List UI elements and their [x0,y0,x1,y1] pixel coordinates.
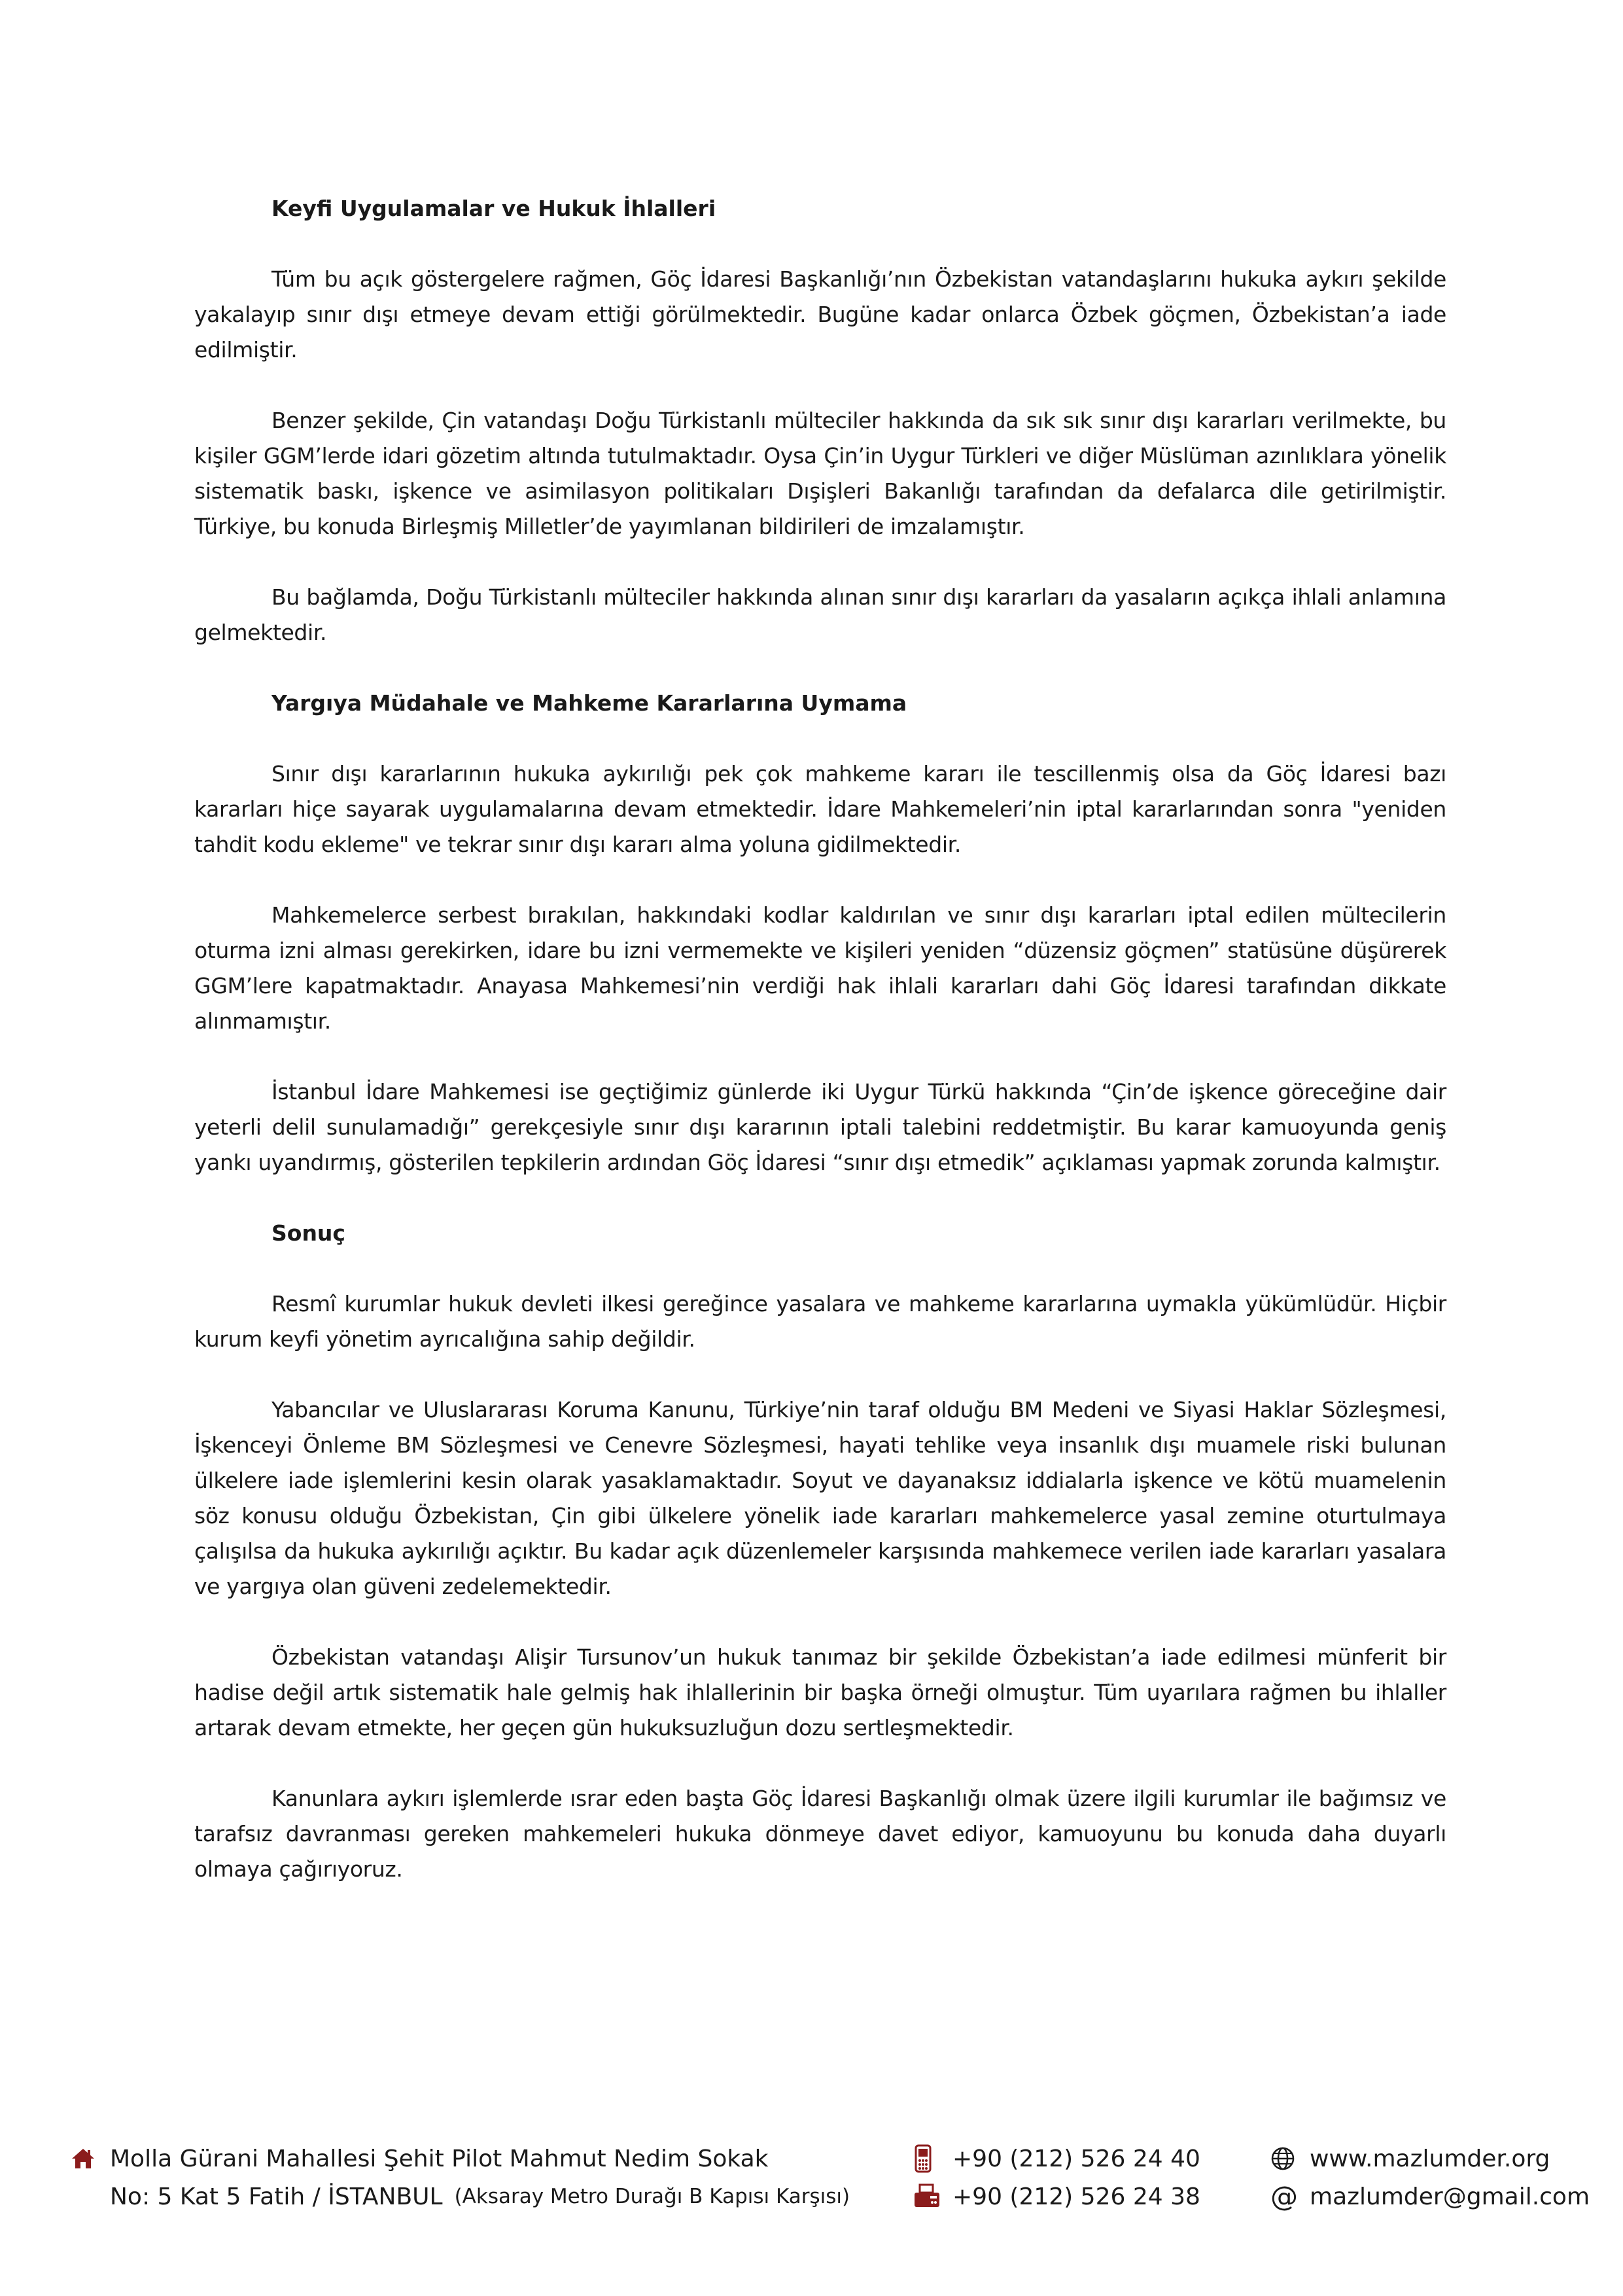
page-footer [0,2140,1623,2244]
paragraph: Resmî kurumlar hukuk devleti ilkesi gereğince yasalara ve mahkeme kararlarına uymakla yükümlüdür. Hiçbir kurum keyfi yönetim ayrıcalığına sahip değildir. [194,1291,1446,1352]
section-heading-judicial-interference: Yargıya Müdahale ve Mahkeme Kararlarına Uymama [271,690,907,716]
phone-icon [913,2140,952,2178]
fax-number[interactable]: +90 (212) 526 24 38 [952,2183,1200,2210]
paragraph: Benzer şekilde, Çin vatandaşı Doğu Türkistanlı mülteciler hakkında da sık sık sınır dışı kararları verilmekte, bu kişiler GGM’lerde idari gözetim altında tutulmaktadır. Oysa Çin’in Uygur Türkleri ve diğer Müslüman azınlıklara yönelik sistematik baskı, işkence ve asimilasyon politikaları Dışişleri Bakanlığı tarafından da defalarca dile getirilmiştir. Türkiye, bu konuda Birleşmiş Milletler’de yayımlanan bildirileri de imzalamıştır. [194,408,1446,539]
paragraph: Kanunlara aykırı işlemlerde ısrar eden başta Göç İdaresi Başkanlığı olmak üzere ilgili kurumlar ile bağımsız ve tarafsız davranması gereken mahkemeleri hukuka dönmeye davet ediyor, kamuoyunu bu konuda daha duyarlı olmaya çağırıyoruz. [194,1786,1446,1882]
paragraph: Yabancılar ve Uluslararası Koruma Kanunu, Türkiye’nin taraf olduğu BM Medeni ve Siyasi Haklar Sözleşmesi, İşkenceyi Önleme BM Sözleşmesi ve Cenevre Sözleşmesi, hayati tehlike veya insanlık dışı muamele riski bulunan ülkelere iade işlemlerini kesin olarak yasaklamaktadır. Soyut ve dayanaksız iddialarla işkence ve kötü muamelenin söz konusu olduğu Özbekistan, Çin gibi ülkelere yönelik iade kararları mahkemelerce yasal zemine oturtulmaya çalışılsa da hukuka aykırılığı açıktır. Bu kadar açık düzenlemeler karşısında mahkemece verilen iade kararları yasalara ve yargıya olan güveni zedelemektedir. [194,1397,1446,1599]
footer-address [71,2140,850,2216]
paragraph: İstanbul İdare Mahkemesi ise geçtiğimiz günlerde iki Uygur Türkü hakkında “Çin’de işkence göreceğine dair yeterli delil sunulamadığı” gerekçesiyle sınır dışı kararının iptali talebini reddetmiştir. Bu karar kamuoyunda geniş yankı uyandırmış, gösterilen tepkilerin ardından Göç İdaresi “sınır dışı etmedik” açıklaması yapmak zorunda kalmıştır. [194,1079,1446,1175]
paragraph: Özbekistan vatandaşı Alişir Tursunov’un hukuk tanımaz bir şekilde Özbekistan’a iade edilmesi münferit bir hadise değil artık sistematik hale gelmiş hak ihlallerinin bir başka örneği olmuştur. Tüm uyarılara rağmen bu ihlaller artarak devam etmekte, her geçen gün hukuksuzluğun dozu sertleşmektedir. [194,1644,1446,1740]
section-heading-arbitrary-practices: Keyfi Uygulamalar ve Hukuk İhlalleri [271,196,716,221]
footer-contact-numbers [913,2140,1200,2216]
email-link[interactable]: mazlumder@gmail.com [1310,2183,1590,2210]
footer-online [1270,2140,1590,2216]
paragraph: Sınır dışı kararlarının hukuka aykırılığı pek çok mahkeme kararı ile tescillenmiş olsa da Göç İdaresi bazı kararları hiçe sayarak uygulamalarına devam etmektedir. İdare Mahkemeleri’nin iptal kararlarından sonra "yeniden tahdit kodu ekleme" ve tekrar sınır dışı kararı alma yoluna gidilmektedir. [194,761,1446,857]
address-line-1: Molla Gürani Mahallesi Şehit Pilot Mahmut Nedim Sokak [110,2145,769,2172]
home-icon [71,2140,110,2178]
website-link[interactable]: www.mazlumder.org [1310,2145,1550,2172]
paragraph: Bu bağlamda, Doğu Türkistanlı mülteciler hakkında alınan sınır dışı kararları da yasaların açıkça ihlali anlamına gelmektedir. [194,584,1446,645]
document-body [194,191,1446,1922]
address-line-2: No: 5 Kat 5 Fatih / İSTANBUL [110,2183,443,2210]
section-heading-conclusion: Sonuç [271,1220,345,1246]
at-sign-icon: @ [1270,2180,1298,2212]
paragraph: Mahkemelerce serbest bırakılan, hakkındaki kodlar kaldırılan ve sınır dışı kararları iptal edilen mültecilerin oturma izni alması gerekirken, idare bu izni vermemekte ve kişileri yeniden “düzensiz göçmen” statüsüne düşürerek GGM’lere kapatmaktadır. Anayasa Mahkemesi’nin verdiği hak ihlali kararları dahi Göç İdaresi tarafından dikkate alınmamıştır. [194,902,1446,1034]
globe-icon [1270,2140,1310,2178]
paragraph: Tüm bu açık göstergelere rağmen, Göç İdaresi Başkanlığı’nın Özbekistan vatandaşlarını hukuka aykırı şekilde yakalayıp sınır dışı etmeye devam ettiği görülmektedir. Bugüne kadar onlarca Özbek göçmen, Özbekistan’a iade edilmiştir. [194,266,1446,362]
address-note: (Aksaray Metro Durağı B Kapısı Karşısı) [454,2185,850,2208]
phone-number[interactable]: +90 (212) 526 24 40 [952,2145,1200,2172]
fax-icon [913,2178,952,2216]
